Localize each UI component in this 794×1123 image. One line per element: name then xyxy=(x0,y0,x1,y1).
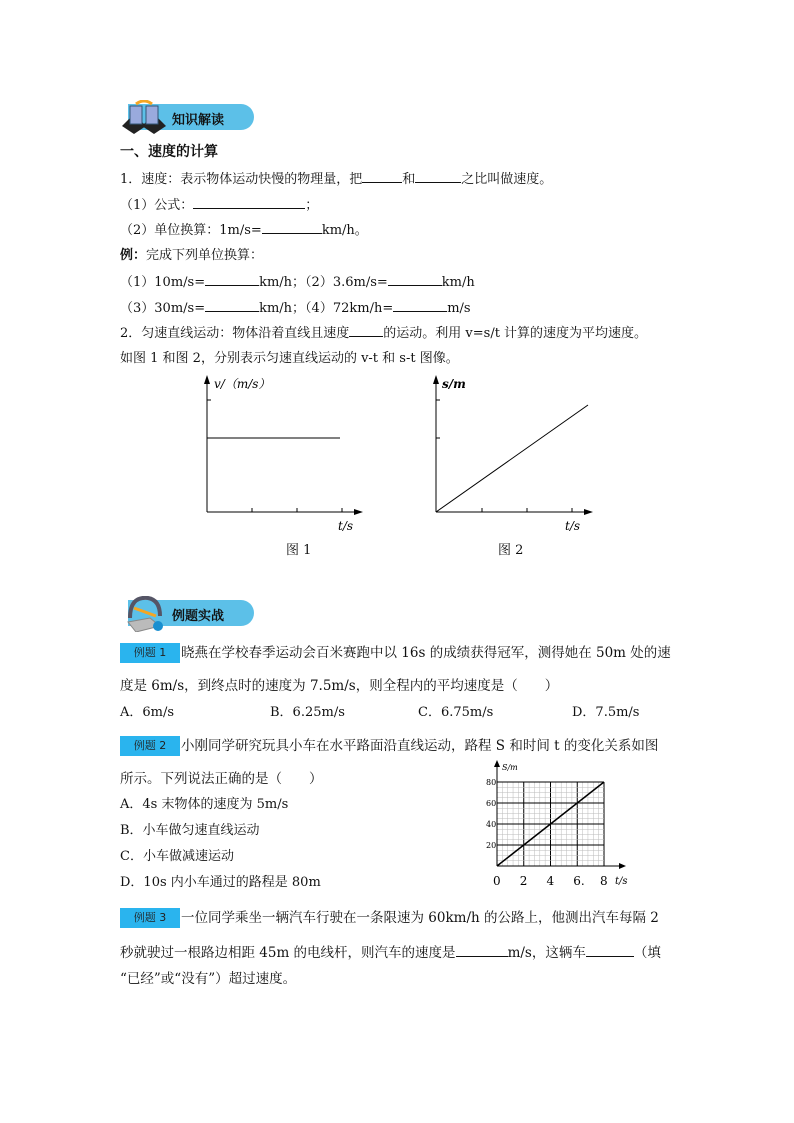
q2-text: 所示。下列说法正确的是（ ） xyxy=(120,771,323,787)
y-tick-label: 60 xyxy=(486,799,497,808)
x-tick-label: 6. xyxy=(573,874,585,888)
text-line: （1）10m/s= km/h；（2）3.6m/s= km/h xyxy=(120,275,475,290)
section-heading: 一、速度的计算 xyxy=(120,144,218,160)
books-icon xyxy=(120,100,170,134)
q3-text: 一位同学乘坐一辆汽车行驶在一条限速为 60km/h 的公路上，他测出汽车每隔 2 xyxy=(181,910,659,926)
y-arrow xyxy=(204,375,210,384)
q1-text: 晓燕在学校春季运动会百米赛跑中以 16s 的成绩获得冠军，测得她在 50m 处的速 xyxy=(181,645,671,661)
q2-option-a[interactable]: A．4s 末物体的速度为 5m/s xyxy=(120,797,289,812)
figure-1-vt-graph xyxy=(190,372,370,532)
text-line: 如图 1 和图 2，分别表示匀速直线运动的 v-t 和 s-t 图像。 xyxy=(120,351,459,366)
q1-option-a[interactable]: A．6m/s xyxy=(120,705,175,720)
q1-option-b[interactable]: B．6.25m/s xyxy=(270,705,345,720)
x-tick-label: 2 xyxy=(519,874,528,888)
y-tick-label: 80 xyxy=(486,778,497,787)
q3-text: 秒就驶过一根路边相距 45m 的电线杆，则汽车的速度是 m/s，这辆车 （填 xyxy=(120,945,661,961)
steering-seat-icon xyxy=(120,596,170,632)
x-tick-label: 0 xyxy=(493,874,501,888)
x-label: t/s xyxy=(615,876,628,887)
banner-label: 例题实战 xyxy=(172,609,225,624)
q2-option-b[interactable]: B．小车做匀速直线运动 xyxy=(120,823,260,838)
q1-option-d[interactable]: D．7.5m/s xyxy=(572,705,640,720)
text-line: （1）公式： ； xyxy=(120,198,319,213)
figure-2-caption: 图 2 xyxy=(498,543,524,558)
figure-2-st-graph xyxy=(420,372,600,532)
figure-1-caption: 图 1 xyxy=(286,543,312,558)
q2-text: 小刚同学研究玩具小车在水平路面沿直线运动，路程 S 和时间 t 的变化关系如图 xyxy=(181,738,659,754)
x-tick-label: 4 xyxy=(546,874,555,888)
q1-option-c[interactable]: C．6.75m/s xyxy=(418,705,494,720)
section-banner-knowledge xyxy=(120,100,254,132)
text-line: （3）30m/s= km/h；（4）72km/h= m/s xyxy=(120,301,471,316)
text-line: 1．速度：表示物体运动快慢的物理量，把 和 之比叫做速度。 xyxy=(120,172,553,187)
q1-text: 度是 6m/s，到终点时的速度为 7.5m/s，则全程内的平均速度是（ ） xyxy=(120,678,559,694)
x-label: t/s xyxy=(565,519,581,532)
q2-st-chart xyxy=(478,760,638,892)
x-arrow xyxy=(354,509,363,515)
example-3-badge: 例题 3 xyxy=(120,908,180,928)
example-1-badge: 例题 1 xyxy=(120,643,180,663)
y-tick-label: 40 xyxy=(486,820,497,829)
example-2-badge: 例题 2 xyxy=(120,736,180,756)
y-label: S/m xyxy=(502,763,518,772)
q2-option-d[interactable]: D．10s 内小车通过的路程是 80m xyxy=(120,875,321,890)
x-label: t/s xyxy=(338,519,354,532)
text-line: 2．匀速直线运动：物体沿着直线且速度 的运动。利用 v=s/t 计算的速度为平均速度。 xyxy=(120,326,648,341)
text-line: （2）单位换算：1m/s= km/h。 xyxy=(120,223,368,238)
section-banner-examples xyxy=(120,596,254,628)
y-tick-label: 20 xyxy=(486,841,497,850)
distance-line xyxy=(436,405,588,512)
text-line: 例：完成下列单位换算： xyxy=(120,248,264,263)
y-label: v/（m/s） xyxy=(214,377,271,391)
x-tick-label: 8 xyxy=(600,874,608,888)
q2-option-c[interactable]: C．小车做减速运动 xyxy=(120,849,234,864)
banner-label: 知识解读 xyxy=(172,113,225,128)
q3-text: “已经”或“没有”）超过速度。 xyxy=(120,971,297,987)
y-label: s/m xyxy=(442,377,466,391)
